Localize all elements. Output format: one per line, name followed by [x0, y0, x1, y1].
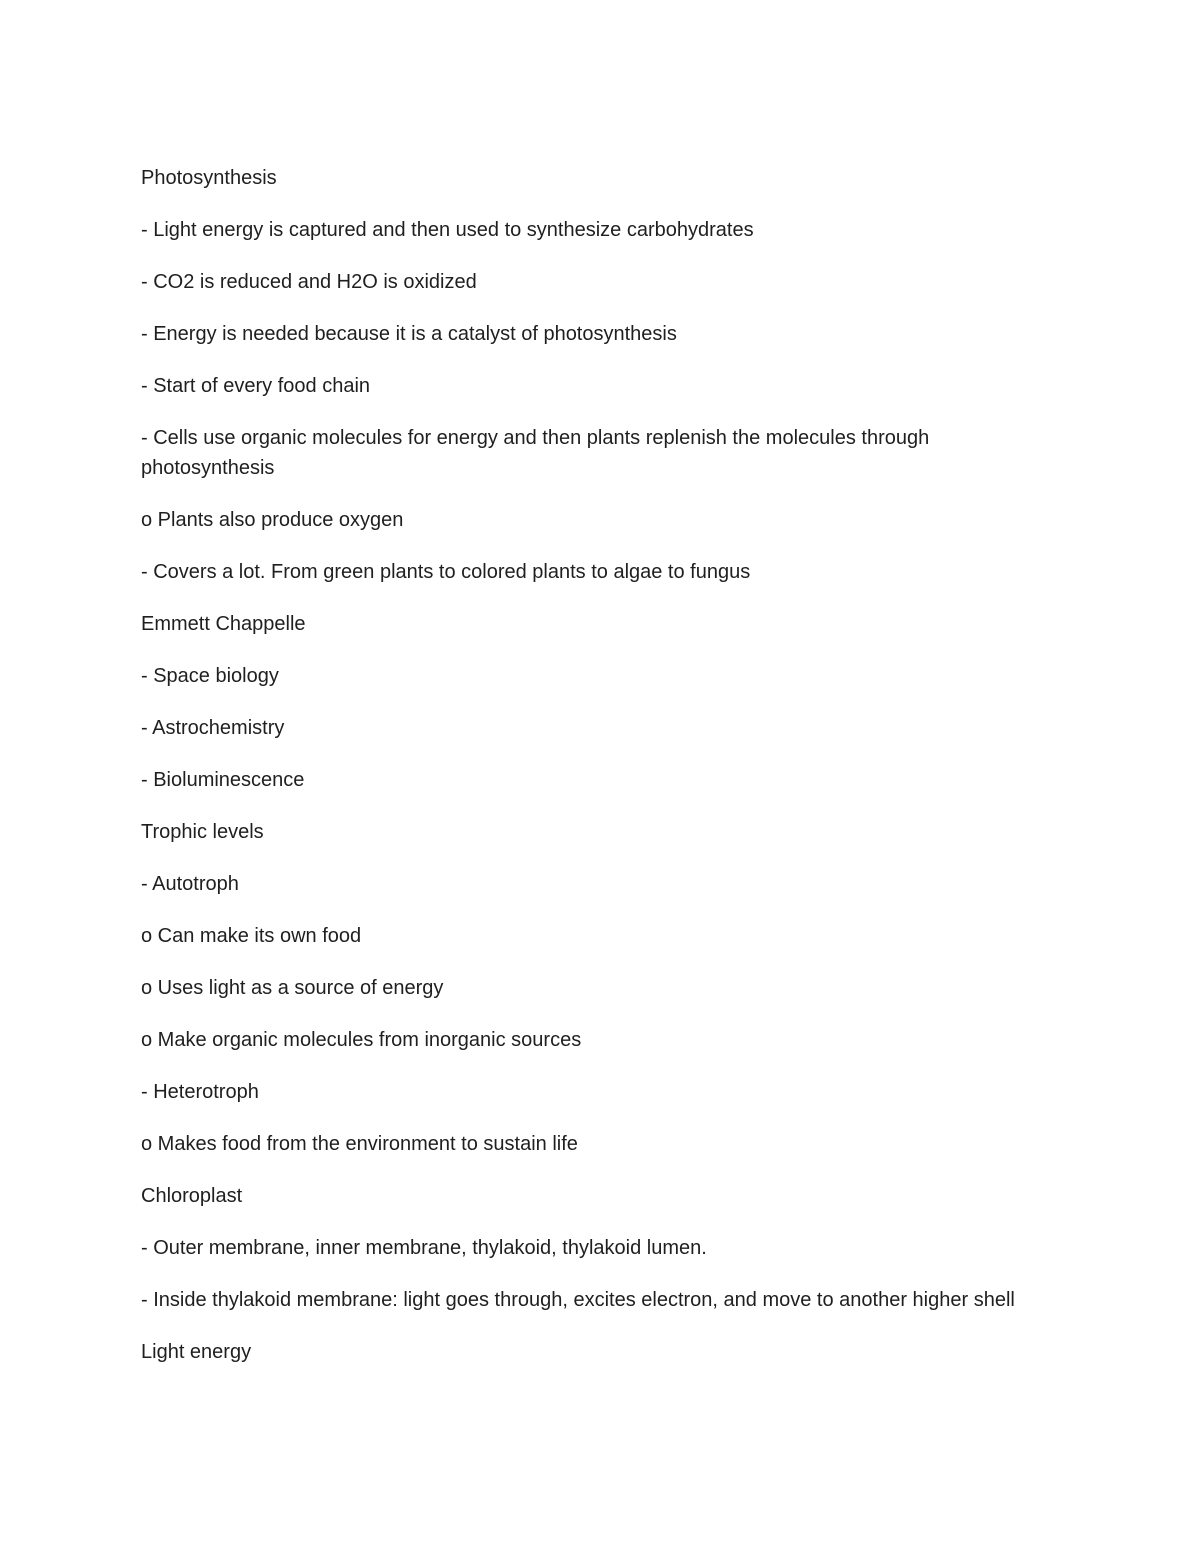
heading-photosynthesis: Photosynthesis — [141, 167, 277, 189]
subbullet-food-from-environment: o Makes food from the environment to sustain life — [141, 1132, 578, 1155]
document-body — [141, 164, 1061, 1390]
bullet-membranes: - Outer membrane, inner membrane, thylakoid, thylakoid lumen. — [141, 1236, 707, 1259]
bullet-bioluminescence: - Bioluminescence — [141, 768, 305, 791]
bullet-energy-needed: - Energy is needed because it is a catalyst of photosynthesis — [141, 323, 677, 345]
bullet-food-chain: - Start of every food chain — [141, 375, 371, 397]
bullet-light-energy-captured: - Light energy is captured and then used to synthesize carbohydrates — [141, 219, 754, 241]
subbullet-own-food: o Can make its own food — [141, 924, 362, 947]
bullet-astrochemistry: - Astrochemistry — [141, 716, 285, 739]
bullet-covers-a-lot: - Covers a lot. From green plants to colored plants to algae to fungus — [141, 560, 751, 583]
bullet-co2-reduced: - CO2 is reduced and H2O is oxidized — [141, 271, 477, 293]
subbullet-light-source: o Uses light as a source of energy — [141, 976, 444, 999]
bullet-heterotroph: - Heterotroph — [141, 1080, 259, 1103]
bullet-thylakoid-membrane: - Inside thylakoid membrane: light goes through, excites electron, and move to another higher shell — [141, 1288, 1015, 1311]
bullet-cells-organic-molecules: - Cells use organic molecules for energy and then plants replenish the molecules through photosynthesis — [141, 427, 930, 479]
heading-emmett-chappelle: Emmett Chappelle — [141, 612, 306, 635]
bullet-space-biology: - Space biology — [141, 664, 279, 687]
heading-light-energy: Light energy — [141, 1340, 252, 1363]
heading-trophic-levels: Trophic levels — [141, 820, 264, 843]
bullet-autotroph: - Autotroph — [141, 872, 239, 895]
subbullet-organic-from-inorganic: o Make organic molecules from inorganic sources — [141, 1028, 582, 1051]
heading-chloroplast: Chloroplast — [141, 1184, 243, 1207]
subbullet-plants-oxygen: o Plants also produce oxygen — [141, 508, 404, 531]
